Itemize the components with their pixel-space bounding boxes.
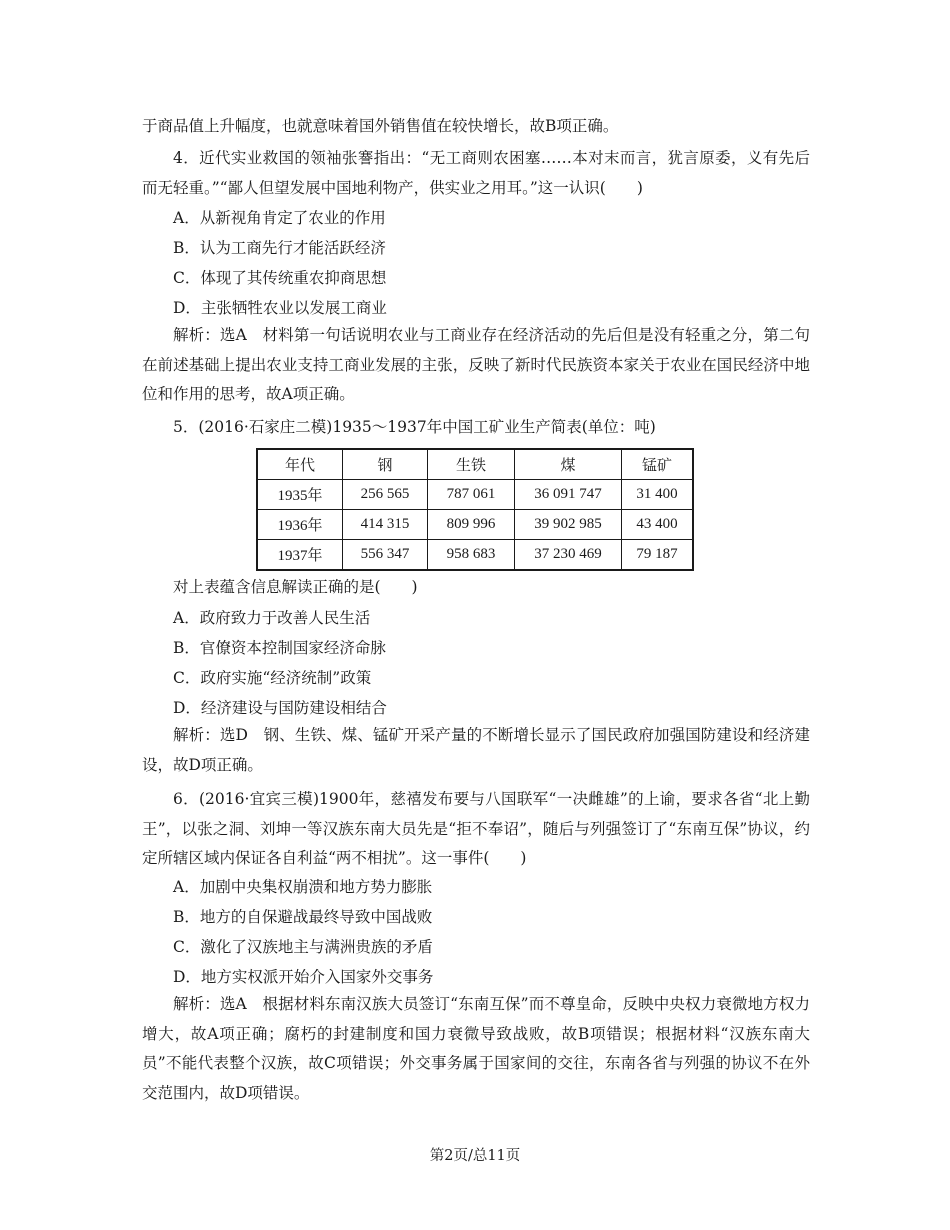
page-footer: 第2页/总11页	[429, 1148, 521, 1164]
table-header-row	[257, 449, 693, 480]
table-row	[257, 480, 693, 510]
q4-option-d: D．主张牺牲农业以发展工商业	[173, 299, 387, 317]
q5-option-a: A．政府致力于改善人民生活	[173, 609, 371, 627]
q4-stem: 4．近代实业救国的领袖张謇指出：“无工商则农困塞……本对末而言，犹言原委，义有先后而无轻重。”“鄙人但望发展中国地利物产，供实业之用耳。”这一认识( )	[142, 149, 810, 197]
table-cell: 809 996	[428, 510, 515, 540]
q5-option-b: B．官僚资本控制国家经济命脉	[173, 639, 386, 657]
table-header-cell: 年代	[257, 449, 343, 480]
table-cell: 1937年	[257, 540, 343, 571]
q4-option-b: B．认为工商先行才能活跃经济	[173, 239, 386, 257]
table-cell: 79 187	[622, 540, 694, 571]
carryover-line: 于商品值上升幅度，也就意味着国外销售值在较快增长，故B项正确。	[142, 117, 619, 135]
q4-option-c: C．体现了其传统重农抑商思想	[173, 269, 387, 287]
q6-option-d: D．地方实权派开始介入国家外交事务	[173, 968, 434, 986]
q6-analysis: 解析：选A 根据材料东南汉族大员签订“东南互保”而不尊皇命，反映中央权力衰微地方权力增大，故A项正确；腐朽的封建制度和国力衰微导致战败，故B项错误；根据材料“汉族东南大员”不能代表整个汉族，故C项错误；外交事务属于国家间的交往，东南各省与列强的协议不在外交范围内，故D项错误。	[142, 995, 810, 1102]
table-cell: 958 683	[428, 540, 515, 571]
table-row	[257, 540, 693, 571]
table-cell: 556 347	[343, 540, 428, 571]
q5-question: 对上表蕴含信息解读正确的是( )	[173, 578, 418, 596]
table-row	[257, 510, 693, 540]
table-header-cell: 钢	[343, 449, 428, 480]
production-table	[256, 448, 694, 571]
table-cell: 36 091 747	[515, 480, 622, 510]
table-cell: 1935年	[257, 480, 343, 510]
table-cell: 39 902 985	[515, 510, 622, 540]
table-header-cell: 煤	[515, 449, 622, 480]
q4-option-a: A．从新视角肯定了农业的作用	[173, 209, 386, 227]
q5-analysis: 解析：选D 钢、生铁、煤、锰矿开采产量的不断增长显示了国民政府加强国防建设和经济建设，故D项正确。	[142, 726, 810, 774]
table-cell: 37 230 469	[515, 540, 622, 571]
table-cell: 787 061	[428, 480, 515, 510]
q5-option-d: D．经济建设与国防建设相结合	[173, 699, 387, 717]
q6-option-b: B．地方的自保避战最终导致中国战败	[173, 908, 433, 926]
table-cell: 256 565	[343, 480, 428, 510]
q5-stem: 5．(2016·石家庄二模)1935～1937年中国工矿业生产简表(单位：吨)	[173, 418, 656, 436]
table-cell: 31 400	[622, 480, 694, 510]
q6-option-c: C．激化了汉族地主与满洲贵族的矛盾	[173, 938, 433, 956]
table-cell: 43 400	[622, 510, 694, 540]
table-header-cell: 锰矿	[622, 449, 694, 480]
q4-analysis: 解析：选A 材料第一句话说明农业与工商业存在经济活动的先后但是没有轻重之分，第二句在前述基础上提出农业支持工商业发展的主张，反映了新时代民族资本家关于农业在国民经济中地位和作用的思考，故A项正确。	[142, 326, 810, 404]
q5-option-c: C．政府实施“经济统制”政策	[173, 669, 372, 687]
q6-option-a: A．加剧中央集权崩溃和地方势力膨胀	[173, 878, 433, 896]
table-cell: 1936年	[257, 510, 343, 540]
table-header-cell: 生铁	[428, 449, 515, 480]
table-cell: 414 315	[343, 510, 428, 540]
q6-stem: 6．(2016·宜宾三模)1900年，慈禧发布要与八国联军“一决雌雄”的上谕，要求各省“北上勤王”，以张之洞、刘坤一等汉族东南大员先是“拒不奉诏”，随后与列强签订了“东南互保”协议，约定所辖区域内保证各自利益“两不相扰”。这一事件( )	[142, 790, 810, 868]
